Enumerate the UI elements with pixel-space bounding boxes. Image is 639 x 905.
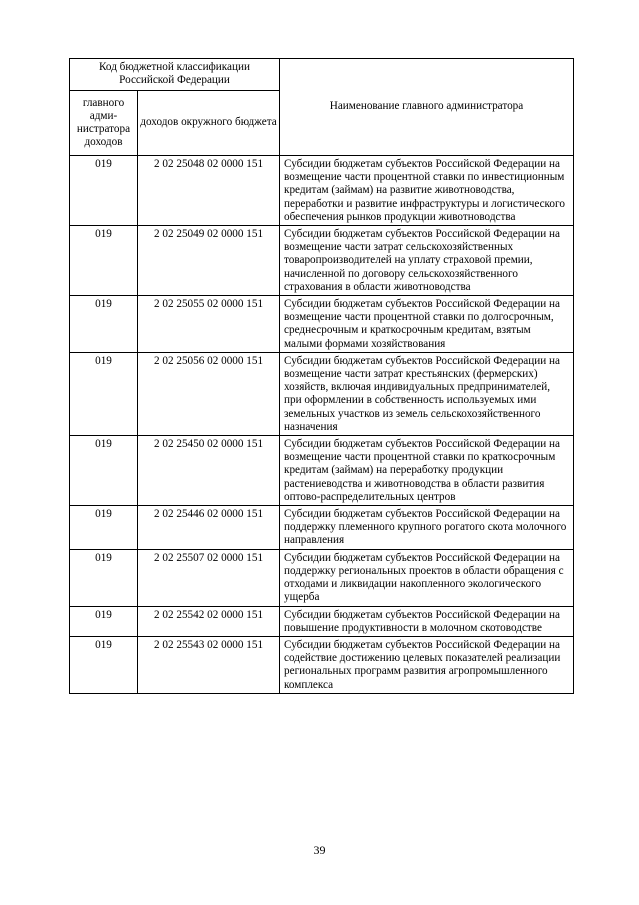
table-header-row-group [70,59,574,91]
header-budget-classification-code: Код бюджетной классификации Российской Федерации [70,59,280,91]
revenue-code-cell: 2 02 25446 02 0000 151 [138,506,280,550]
revenue-name-cell: Субсидии бюджетам субъектов Российской Федерации на возмещение части затрат крестьянских (фермерских) хозяйств, включая индивидуальных предпринимателей, при оформлении в собственность используемых ими земельных участков из земель сельскохозяйственного назначения [280,352,574,435]
revenue-name-cell: Субсидии бюджетам субъектов Российской Федерации на содействие достижению целевых показателей реализации региональных программ развития агропромышленного комплекса [280,636,574,693]
table-row [70,436,574,506]
revenue-code-cell: 2 02 25450 02 0000 151 [138,436,280,506]
revenue-name-cell: Субсидии бюджетам субъектов Российской Федерации на возмещение части процентной ставки по краткосрочным кредитам (займам) на переработку продукции растениеводства и животноводства в области развития оптово-распределительных центров [280,436,574,506]
revenue-name-cell: Субсидии бюджетам субъектов Российской Федерации на возмещение части затрат сельскохозяйственных товаропроизводителей на уплату страховой премии, начисленной по договору сельскохозяйственного страхования в области животноводства [280,226,574,296]
revenue-code-cell: 2 02 25542 02 0000 151 [138,606,280,636]
revenue-code-cell: 2 02 25055 02 0000 151 [138,296,280,353]
revenue-name-cell: Субсидии бюджетам субъектов Российской Федерации на поддержку племенного крупного рогатого скота молочного направления [280,506,574,550]
revenue-name-cell: Субсидии бюджетам субъектов Российской Федерации на повышение продуктивности в молочном скотоводстве [280,606,574,636]
table-row [70,156,574,226]
revenue-code-cell: 2 02 25056 02 0000 151 [138,352,280,435]
revenue-code-cell: 2 02 25507 02 0000 151 [138,549,280,606]
table-body [70,156,574,694]
revenue-name-cell: Субсидии бюджетам субъектов Российской Федерации на возмещение части процентной ставки по долгосрочным, среднесрочным и краткосрочным кредитам, взятым малыми формами хозяйствования [280,296,574,353]
admin-code-cell: 019 [70,352,138,435]
admin-code-cell: 019 [70,549,138,606]
admin-code-cell: 019 [70,436,138,506]
revenue-code-cell: 2 02 25049 02 0000 151 [138,226,280,296]
header-chief-administrator: главного адми-нистратора доходов [70,91,138,156]
revenue-code-cell: 2 02 25048 02 0000 151 [138,156,280,226]
revenue-name-cell: Субсидии бюджетам субъектов Российской Федерации на возмещение части процентной ставки по инвестиционным кредитам (займам) на развитие животноводства, переработки и развитие инфраструктуры и логистического обеспечения рынков продукции животноводства [280,156,574,226]
page-number: 39 [313,843,326,857]
admin-code-cell: 019 [70,636,138,693]
admin-code-cell: 019 [70,506,138,550]
table-row [70,296,574,353]
table-row [70,506,574,550]
table-row [70,226,574,296]
admin-code-cell: 019 [70,606,138,636]
budget-classification-table [69,58,574,694]
table-row [70,352,574,435]
table-row [70,549,574,606]
table-row [70,606,574,636]
admin-code-cell: 019 [70,156,138,226]
revenue-code-cell: 2 02 25543 02 0000 151 [138,636,280,693]
revenue-name-cell: Субсидии бюджетам субъектов Российской Федерации на поддержку региональных проектов в области обращения с отходами и ликвидации накопленного экологического ущерба [280,549,574,606]
admin-code-cell: 019 [70,296,138,353]
admin-code-cell: 019 [70,226,138,296]
header-district-budget-revenue: доходов окружного бюджета [138,91,280,156]
header-administrator-name: Наименование главного администратора [280,59,574,156]
table-row [70,636,574,693]
